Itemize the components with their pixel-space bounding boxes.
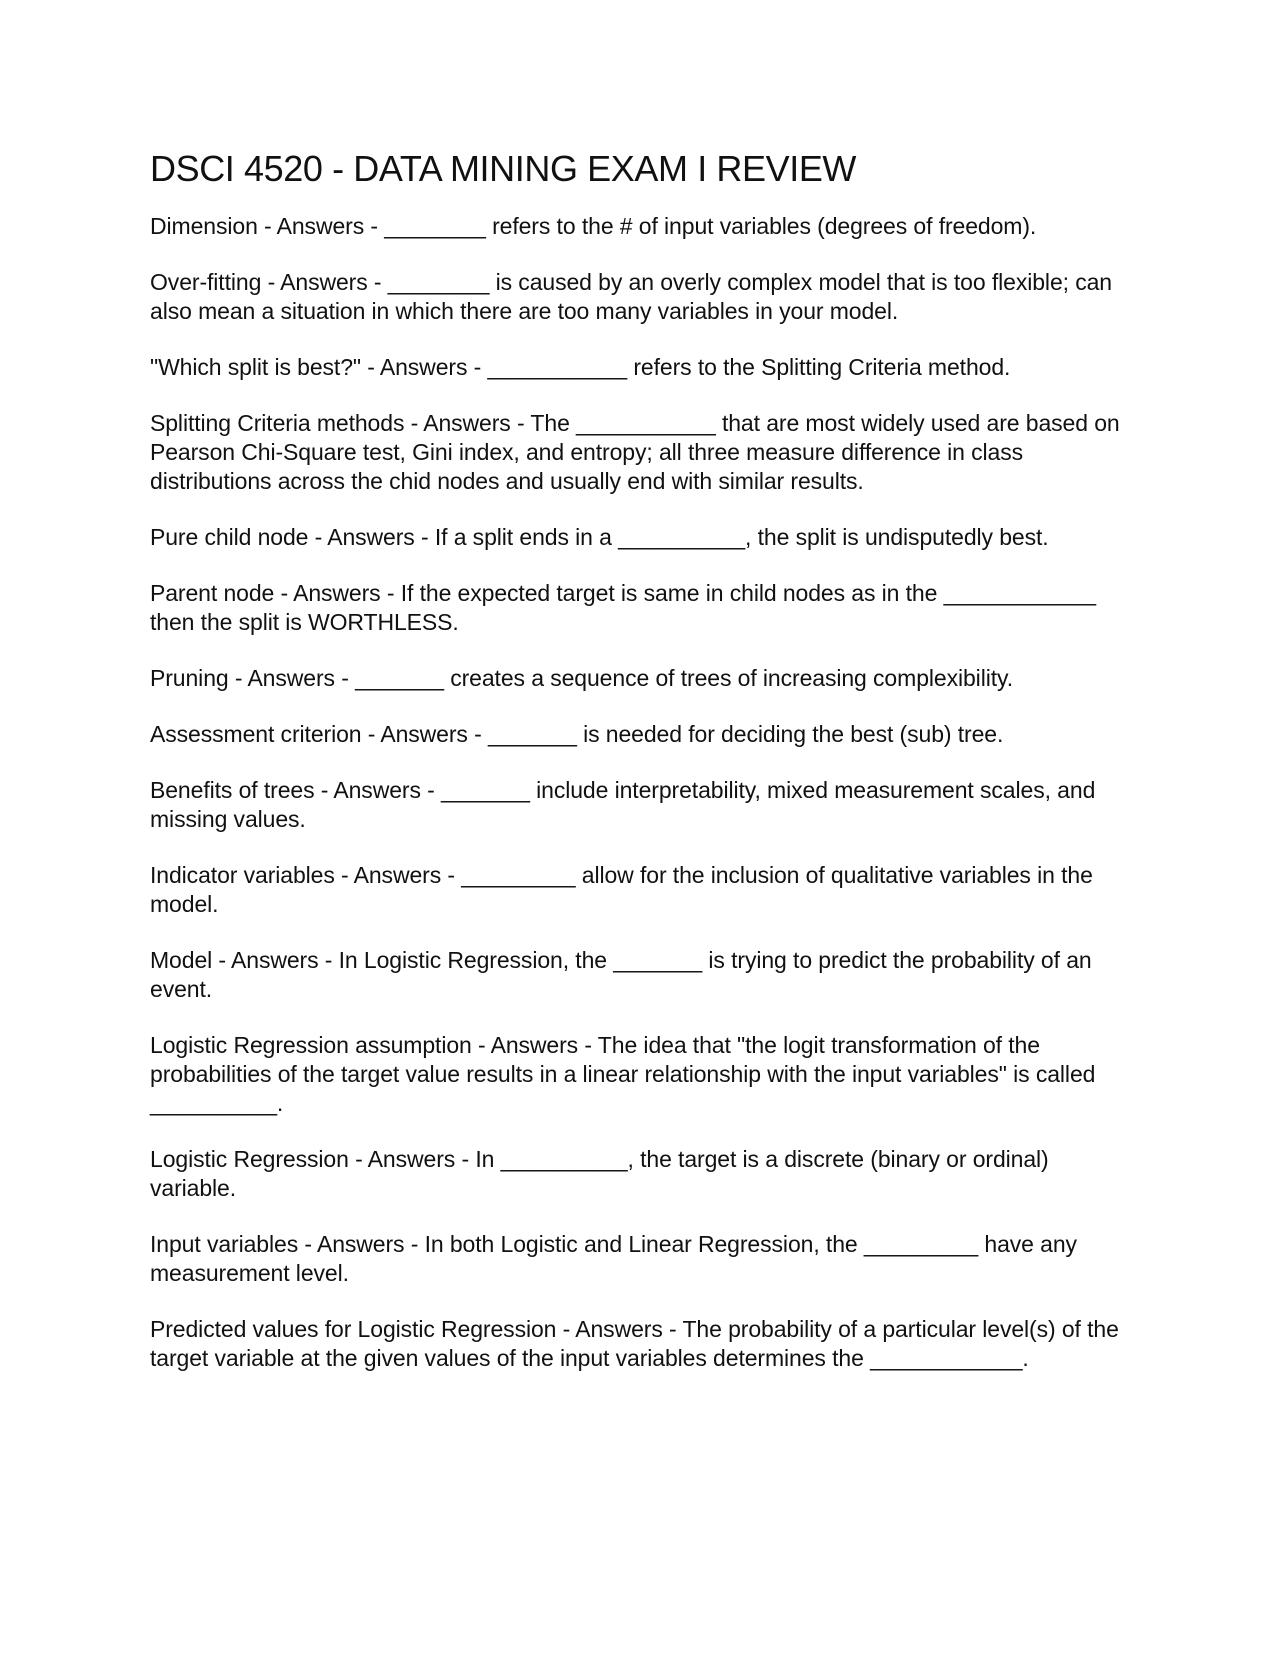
review-entry: Dimension - Answers - ________ refers to the # of input variables (degrees of freedom). — [150, 213, 1037, 239]
review-entry: Logistic Regression assumption - Answers - The idea that "the logit transformation of the probabilities of the target value results in a linear relationship with the input variables" is called __________. — [150, 1032, 1096, 1116]
review-entry: Logistic Regression - Answers - In __________, the target is a discrete (binary or ordinal) variable. — [150, 1146, 1049, 1201]
review-entry: Input variables - Answers - In both Logistic and Linear Regression, the _________ have any measurement level. — [150, 1231, 1077, 1286]
review-entry: Pruning - Answers - _______ creates a sequence of trees of increasing complexibility. — [150, 665, 1013, 691]
review-entry: "Which split is best?" - Answers - ___________ refers to the Splitting Criteria method. — [150, 354, 1011, 380]
review-entry: Pure child node - Answers - If a split ends in a __________, the split is undisputedly best. — [150, 524, 1049, 550]
document-title: DSCI 4520 - DATA MINING EXAM I REVIEW — [150, 148, 857, 189]
review-entry-list — [150, 212, 1130, 1373]
review-entry: Model - Answers - In Logistic Regression, the _______ is trying to predict the probability of an event. — [150, 947, 1092, 1002]
review-entry: Over-fitting - Answers - ________ is caused by an overly complex model that is too flexible; can also mean a situation in which there are too many variables in your model. — [150, 269, 1112, 324]
document-body — [150, 146, 1130, 1400]
review-entry: Indicator variables - Answers - _________ allow for the inclusion of qualitative variables in the model. — [150, 862, 1093, 917]
review-entry: Splitting Criteria methods - Answers - The ___________ that are most widely used are based on Pearson Chi-Square test, Gini index, and entropy; all three measure difference in class distributions across the chid nodes and usually end with similar results. — [150, 410, 1120, 494]
review-entry: Predicted values for Logistic Regression - Answers - The probability of a particular level(s) of the target variable at the given values of the input variables determines the ____________. — [150, 1316, 1119, 1371]
review-entry: Assessment criterion - Answers - _______ is needed for deciding the best (sub) tree. — [150, 721, 1004, 747]
review-entry: Parent node - Answers - If the expected target is same in child nodes as in the ____________ then the split is WORTHLESS. — [150, 580, 1096, 635]
review-entry: Benefits of trees - Answers - _______ include interpretability, mixed measurement scales, and missing values. — [150, 777, 1096, 832]
